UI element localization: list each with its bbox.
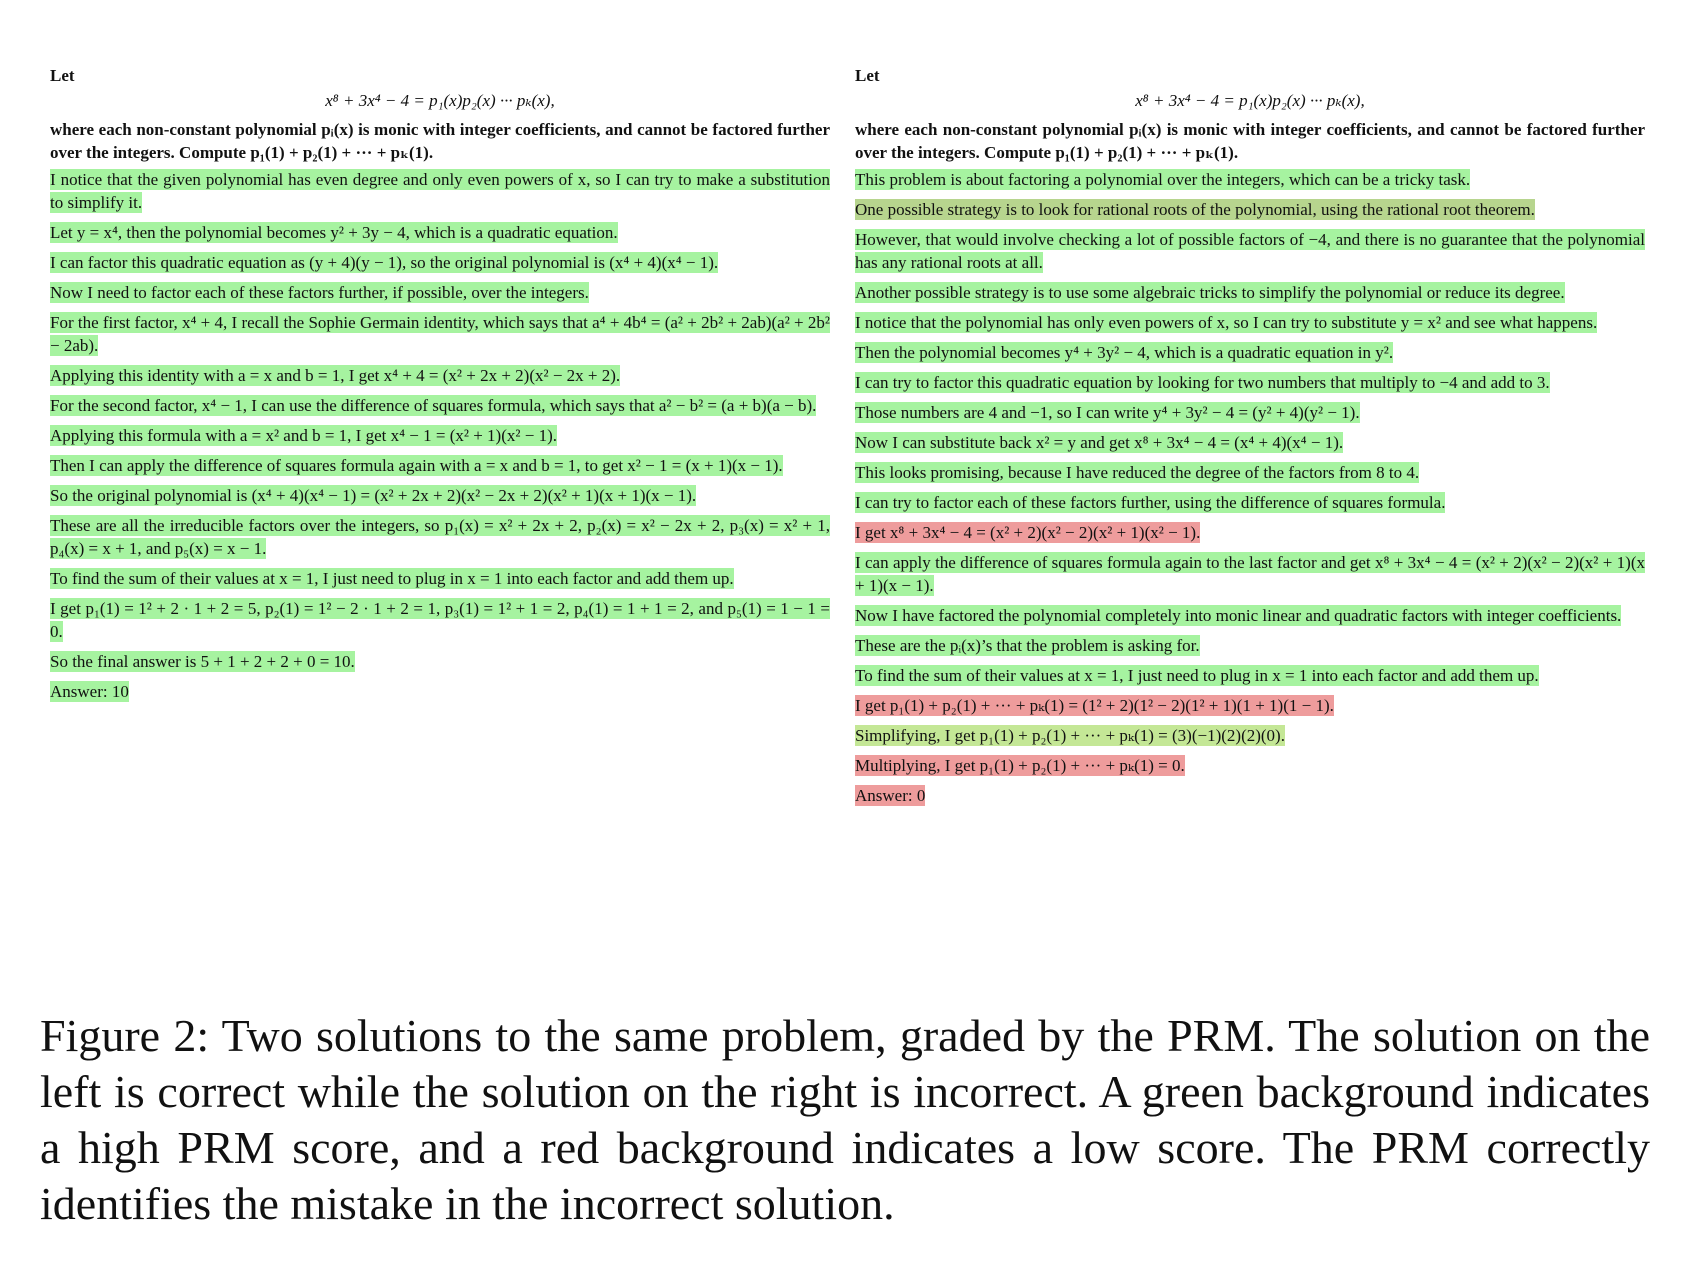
problem-equation: x⁸ + 3x⁴ − 4 = p₁(x)p₂(x) ··· pₖ(x),	[325, 91, 555, 110]
step-text-green-highlight: However, that would involve checking a lot of possible factors of −4, and there is no guarantee that the polynomial has any rational roots at all.	[855, 230, 1645, 272]
solution-step	[855, 198, 1645, 221]
solution-step	[855, 491, 1645, 514]
step-text-green-highlight: This looks promising, because I have reduced the degree of the factors from 8 to 4.	[855, 463, 1420, 482]
step-text-green-highlight: Answer: 10	[50, 682, 129, 701]
step-text-red-highlight: I get x⁸ + 3x⁴ − 4 = (x² + 2)(x² − 2)(x² + 1)(x² − 1).	[855, 523, 1201, 542]
step-text-green-highlight: Then I can apply the difference of squares formula again with a = x and b = 1, to get x² − 1 = (x + 1)(x − 1).	[50, 456, 783, 475]
step-text-green-highlight: These are the pᵢ(x)’s that the problem is asking for.	[855, 636, 1200, 655]
step-text-green-highlight: For the second factor, x⁴ − 1, I can use the difference of squares formula, which says that a² − b² = (a + b)(a − b).	[50, 396, 817, 415]
step-text-green-highlight: Applying this formula with a = x² and b = 1, I get x⁴ − 1 = (x² + 1)(x² − 1).	[50, 426, 557, 445]
step-text-red-highlight: Multiplying, I get p₁(1) + p₂(1) + ··· + pₖ(1) = 0.	[855, 756, 1185, 775]
right-solution	[855, 66, 1645, 814]
problem-statement: where each non-constant polynomial pᵢ(x) is monic with integer coefficients, and cannot be factored further over the integers. Compute p₁(1) + p₂(1) + ··· + pₖ(1).	[50, 120, 830, 162]
step-text-green-highlight: Then the polynomial becomes y⁴ + 3y² − 4, which is a quadratic equation in y².	[855, 343, 1394, 362]
solution-step	[855, 168, 1645, 191]
solution-step	[50, 311, 830, 357]
left-solution	[50, 66, 830, 710]
step-text-green-highlight: This problem is about factoring a polynomial over the integers, which can be a tricky task.	[855, 170, 1471, 189]
step-text-green-highlight: Applying this identity with a = x and b = 1, I get x⁴ + 4 = (x² + 2x + 2)(x² − 2x + 2).	[50, 366, 621, 385]
solution-step	[50, 680, 830, 703]
step-text-green-highlight: Now I have factored the polynomial completely into monic linear and quadratic factors with integer coefficients.	[855, 606, 1622, 625]
solution-step	[855, 634, 1645, 657]
solution-step	[855, 461, 1645, 484]
step-text-green-highlight: Now I can substitute back x² = y and get x⁸ + 3x⁴ − 4 = (x⁴ + 4)(x⁴ − 1).	[855, 433, 1344, 452]
solution-step	[50, 514, 830, 560]
solution-step	[50, 281, 830, 304]
solution-step	[50, 251, 830, 274]
solution-step	[855, 694, 1645, 717]
step-text-lime-highlight: Simplifying, I get p₁(1) + p₂(1) + ··· + pₖ(1) = (3)(−1)(2)(2)(0).	[855, 726, 1285, 745]
step-text-green-highlight: I can factor this quadratic equation as (y + 4)(y − 1), so the original polynomial is (x⁴ + 4)(x⁴ − 1).	[50, 253, 719, 272]
solution-step	[855, 311, 1645, 334]
solution-step	[50, 394, 830, 417]
figure-caption: Figure 2: Two solutions to the same problem, graded by the PRM. The solution on the left is correct while the solution on the right is incorrect. A green background indicates a high PRM score, and a red background indicates a low score. The PRM correctly identifies the mistake in the incorrect solution.	[40, 1010, 1650, 1229]
solution-step	[50, 650, 830, 673]
solution-step	[855, 341, 1645, 364]
solution-step	[855, 281, 1645, 304]
solution-step	[855, 784, 1645, 807]
solution-step	[855, 754, 1645, 777]
step-text-green-highlight: Those numbers are 4 and −1, so I can write y⁴ + 3y² − 4 = (y² + 4)(y² − 1).	[855, 403, 1360, 422]
step-text-green-highlight: I notice that the given polynomial has even degree and only even powers of x, so I can try to make a substitution to simplify it.	[50, 170, 830, 212]
solution-step	[855, 521, 1645, 544]
solution-step	[855, 664, 1645, 687]
solution-step	[855, 228, 1645, 274]
step-text-green-highlight: To find the sum of their values at x = 1, I just need to plug in x = 1 into each factor and add them up.	[855, 666, 1539, 685]
solution-step	[855, 551, 1645, 597]
solution-step	[50, 597, 830, 643]
solution-step	[50, 221, 830, 244]
solution-step	[50, 454, 830, 477]
solution-step	[50, 364, 830, 387]
step-text-green-highlight: I notice that the polynomial has only even powers of x, so I can try to substitute y = x² and see what happens.	[855, 313, 1598, 332]
problem-statement: where each non-constant polynomial pᵢ(x) is monic with integer coefficients, and cannot be factored further over the integers. Compute p₁(1) + p₂(1) + ··· + pₖ(1).	[855, 120, 1645, 162]
step-text-red-highlight: I get p₁(1) + p₂(1) + ··· + pₖ(1) = (1² + 2)(1² − 2)(1² + 1)(1 + 1)(1 − 1).	[855, 696, 1334, 715]
solution-step	[50, 424, 830, 447]
problem-equation: x⁸ + 3x⁴ − 4 = p₁(x)p₂(x) ··· pₖ(x),	[1135, 91, 1365, 110]
step-text-green-highlight: For the first factor, x⁴ + 4, I recall the Sophie Germain identity, which says that a⁴ + 4b⁴ = (a² + 2b² + 2ab)(a² + 2b² − 2ab).	[50, 313, 830, 355]
solution-steps	[855, 168, 1645, 807]
step-text-green-highlight: I can try to factor this quadratic equation by looking for two numbers that multiply to −4 and add to 3.	[855, 373, 1550, 392]
step-text-green-highlight: I get p₁(1) = 1² + 2 · 1 + 2 = 5, p₂(1) = 1² − 2 · 1 + 2 = 1, p₃(1) = 1² + 1 = 2, p₄(1) = 1 + 1 = 2, and p₅(1) = 1 − 1 = 0.	[50, 599, 830, 641]
step-text-green-highlight: These are all the irreducible factors over the integers, so p₁(x) = x² + 2x + 2, p₂(x) = x² − 2x + 2, p₃(x) = x² + 1, p₄(x) = x + 1, and p₅(x) = x − 1.	[50, 516, 830, 558]
solution-steps	[50, 168, 830, 703]
solution-step	[855, 401, 1645, 424]
solution-step	[50, 567, 830, 590]
solution-step	[50, 168, 830, 214]
step-text-green-highlight: I can apply the difference of squares formula again to the last factor and get x⁸ + 3x⁴ − 4 = (x² + 2)(x² − 2)(x² + 1)(x + 1)(x − 1).	[855, 553, 1645, 595]
step-text-green-highlight: Now I need to factor each of these factors further, if possible, over the integers.	[50, 283, 589, 302]
step-text-green-highlight: Another possible strategy is to use some algebraic tricks to simplify the polynomial or reduce its degree.	[855, 283, 1565, 302]
step-text-olive-highlight: One possible strategy is to look for rational roots of the polynomial, using the rational root theorem.	[855, 200, 1535, 219]
let-label: Let	[50, 66, 75, 85]
step-text-green-highlight: So the original polynomial is (x⁴ + 4)(x⁴ − 1) = (x² + 2x + 2)(x² − 2x + 2)(x² + 1)(x + 1)(x − 1).	[50, 486, 697, 505]
solution-step	[855, 431, 1645, 454]
step-text-green-highlight: Let y = x⁴, then the polynomial becomes y² + 3y − 4, which is a quadratic equation.	[50, 223, 618, 242]
solution-step	[855, 371, 1645, 394]
solution-step	[855, 604, 1645, 627]
step-text-green-highlight: To find the sum of their values at x = 1, I just need to plug in x = 1 into each factor and add them up.	[50, 569, 734, 588]
step-text-green-highlight: So the final answer is 5 + 1 + 2 + 2 + 0 = 10.	[50, 652, 355, 671]
step-text-green-highlight: I can try to factor each of these factors further, using the difference of squares formula.	[855, 493, 1446, 512]
solution-step	[855, 724, 1645, 747]
let-label: Let	[855, 66, 880, 85]
solution-step	[50, 484, 830, 507]
step-text-red-highlight: Answer: 0	[855, 786, 926, 805]
